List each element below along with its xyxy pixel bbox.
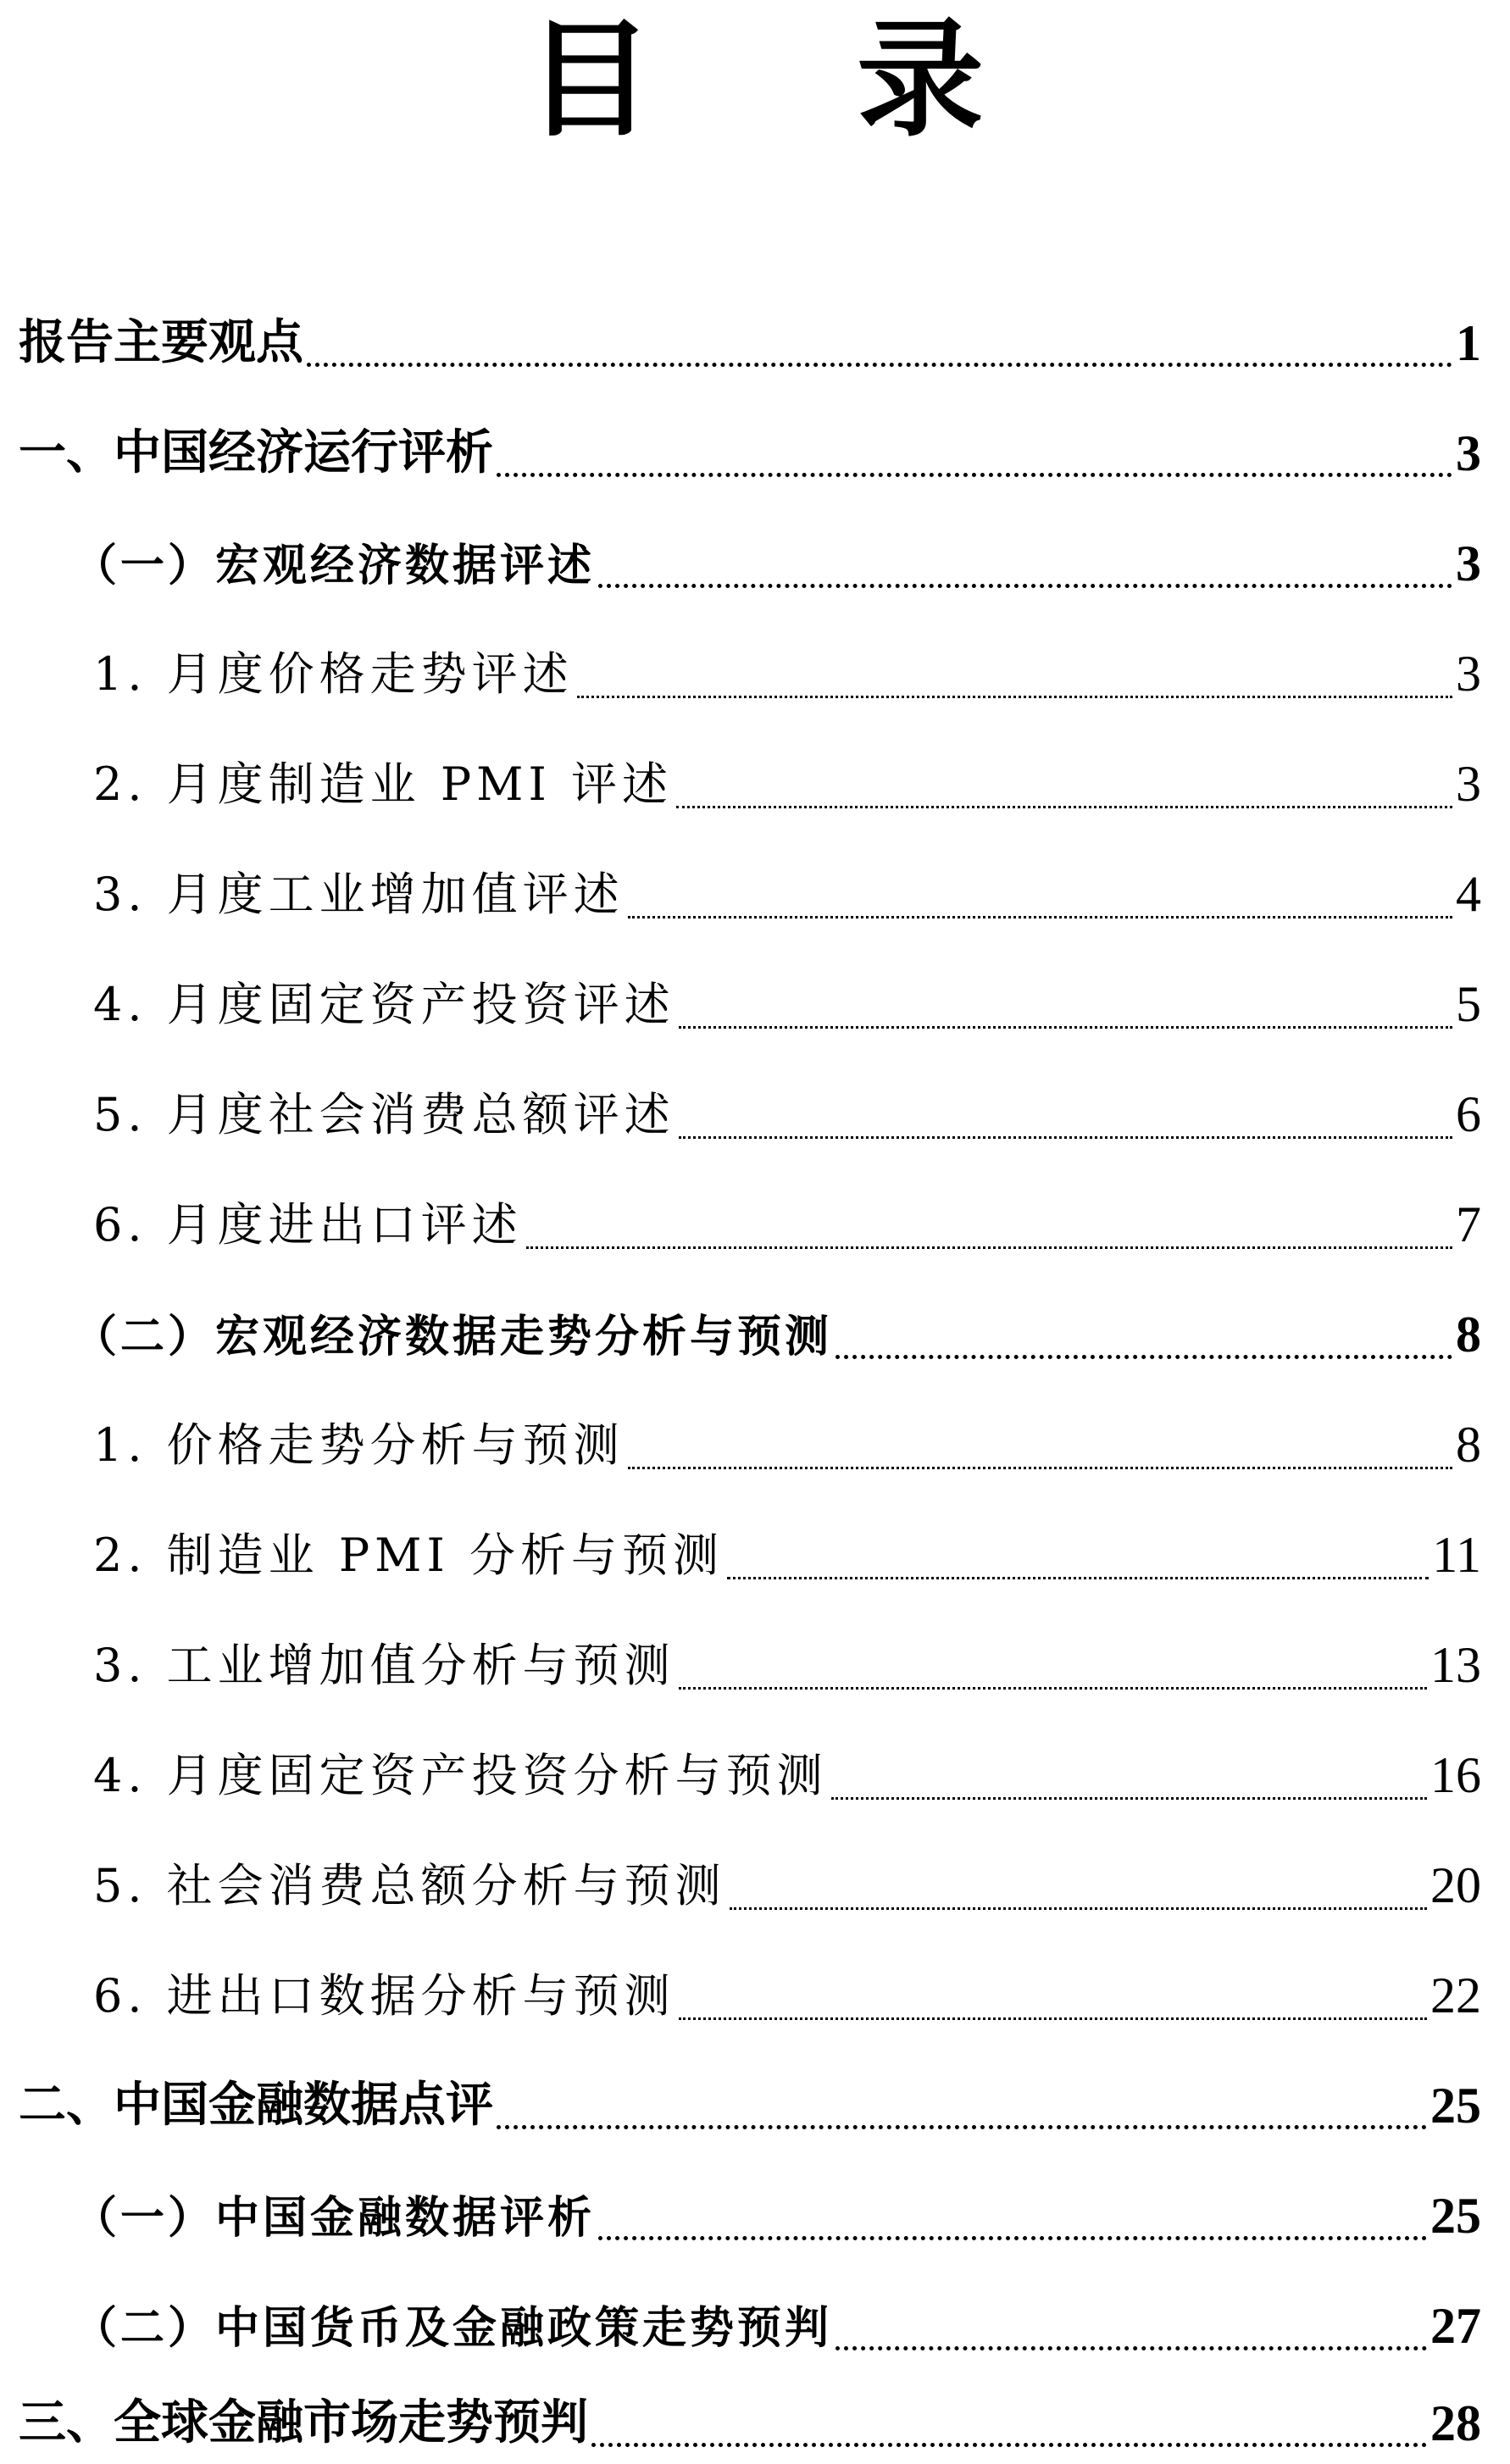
- toc-entry-page: 27: [1430, 2298, 1481, 2354]
- toc-entry[interactable]: [93, 1508, 1481, 1584]
- toc-entry-label: 2. 月度制造业 PMI 评述: [93, 758, 673, 811]
- dot-leader: [679, 1640, 1427, 1695]
- toc-entry-page: 3: [1456, 646, 1481, 702]
- dot-leader: [727, 1529, 1429, 1584]
- toc-entry[interactable]: [93, 1178, 1481, 1254]
- toc-entry[interactable]: [93, 957, 1481, 1034]
- toc-entry[interactable]: [73, 1288, 1481, 1364]
- dot-leader: [598, 2193, 1427, 2245]
- toc-entry-page: 25: [1430, 2188, 1481, 2244]
- page-title: [0, 0, 1510, 161]
- toc-entry-label: 报告主要观点: [19, 315, 303, 370]
- toc-entry[interactable]: [73, 2169, 1481, 2245]
- toc-entry-page: 3: [1456, 425, 1481, 481]
- dot-leader: [591, 2396, 1427, 2453]
- toc-entry[interactable]: [19, 2377, 1481, 2453]
- toc-entry[interactable]: [19, 407, 1481, 483]
- toc-entry-label: 5. 月度社会消费总额评述: [93, 1088, 675, 1141]
- dot-leader: [526, 1199, 1452, 1254]
- dot-leader: [598, 541, 1452, 593]
- toc-entry[interactable]: [93, 737, 1481, 813]
- dot-leader: [679, 979, 1452, 1034]
- dot-leader: [730, 1860, 1427, 1915]
- dot-leader: [679, 1089, 1452, 1144]
- toc-entry-page: 22: [1430, 1967, 1481, 2023]
- toc-entry[interactable]: [93, 627, 1481, 703]
- toc-entry-page: 4: [1456, 866, 1481, 922]
- toc-entry[interactable]: [93, 1839, 1481, 1915]
- toc-entry[interactable]: [93, 1618, 1481, 1695]
- dot-leader: [497, 2078, 1427, 2135]
- dot-leader: [835, 2303, 1427, 2356]
- dot-leader: [628, 869, 1452, 924]
- toc-entry-page: 6: [1456, 1086, 1481, 1142]
- toc-entry-label: （一）宏观经济数据评述: [73, 541, 596, 591]
- dot-leader: [676, 758, 1452, 813]
- toc-entry-page: 25: [1430, 2078, 1481, 2134]
- dot-leader: [628, 1419, 1452, 1474]
- toc-entry-page: 28: [1430, 2395, 1481, 2451]
- toc-entry[interactable]: [73, 517, 1481, 593]
- toc-entry-label: 2. 制造业 PMI 分析与预测: [93, 1529, 724, 1582]
- toc-entry-label: （一）中国金融数据评析: [73, 2193, 596, 2244]
- toc-entry[interactable]: [19, 2059, 1481, 2135]
- toc-entry[interactable]: [93, 1949, 1481, 2025]
- dot-leader: [497, 426, 1452, 483]
- page-title-char-2: 录: [857, 7, 985, 154]
- toc-entry-page: 1: [1456, 315, 1481, 371]
- toc-entry-page: 20: [1430, 1857, 1481, 1913]
- toc-entry-label: 1. 价格走势分析与预测: [93, 1418, 625, 1472]
- toc-entry-page: 3: [1456, 756, 1481, 812]
- toc-entry[interactable]: [93, 1729, 1481, 1805]
- toc-entry[interactable]: [93, 1398, 1481, 1474]
- toc-entry-label: 3. 工业增加值分析与预测: [93, 1639, 675, 1692]
- toc-entry-label: 6. 月度进出口评述: [93, 1198, 523, 1251]
- toc-entry-label: 一、中国经济运行评析: [19, 425, 493, 480]
- toc-entry-page: 7: [1456, 1196, 1481, 1252]
- toc-entry[interactable]: [19, 297, 1481, 373]
- dot-leader: [577, 648, 1452, 703]
- toc-entry-page: 16: [1430, 1747, 1481, 1803]
- toc-entry-label: （二）中国货币及金融政策走势预判: [73, 2303, 833, 2354]
- toc-entry-label: 1. 月度价格走势评述: [93, 647, 574, 701]
- toc-entry-label: 4. 月度固定资产投资分析与预测: [93, 1749, 828, 1802]
- toc-entry[interactable]: [93, 847, 1481, 924]
- toc-entry-label: 二、中国金融数据点评: [19, 2078, 493, 2133]
- dot-leader: [307, 316, 1452, 373]
- toc-entry-page: 11: [1432, 1527, 1481, 1583]
- dot-leader: [831, 1750, 1427, 1805]
- toc-entry-page: 3: [1456, 536, 1481, 591]
- dot-leader: [679, 1970, 1427, 2025]
- toc-entry-label: 5. 社会消费总额分析与预测: [93, 1859, 726, 1912]
- toc-entry[interactable]: [73, 2279, 1481, 2356]
- toc-entry-label: 4. 月度固定资产投资评述: [93, 978, 675, 1031]
- toc-entry-page: 8: [1456, 1307, 1481, 1362]
- toc-entry-page: 5: [1456, 976, 1481, 1032]
- toc-entry-label: 3. 月度工业增加值评述: [93, 868, 625, 921]
- toc-entry-page: 13: [1430, 1637, 1481, 1693]
- dot-leader: [835, 1312, 1452, 1364]
- toc-entry-label: 6. 进出口数据分析与预测: [93, 1969, 675, 2023]
- toc-entry[interactable]: [93, 1068, 1481, 1144]
- page-title-char-1: 目: [525, 7, 653, 154]
- toc-entry-label: 三、全球金融市场走势预判: [19, 2395, 588, 2450]
- toc-entry-label: （二）宏观经济数据走势分析与预测: [73, 1312, 833, 1362]
- toc-entry-page: 8: [1456, 1417, 1481, 1473]
